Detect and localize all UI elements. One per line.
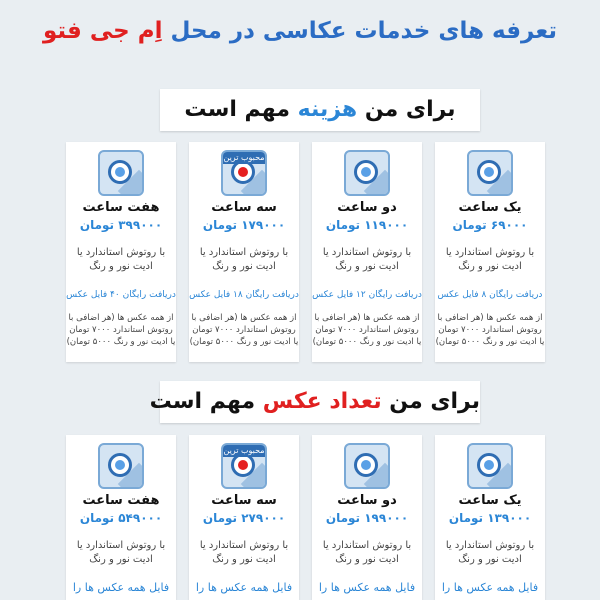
- plan-price: ۲۷۹۰۰۰ تومان: [202, 511, 286, 525]
- plan-card-count-3[interactable]: [189, 435, 299, 600]
- camera-lens-icon: [221, 150, 267, 196]
- plan-files: فایل همه عکس ها را: [195, 581, 293, 594]
- plan-card-count-2[interactable]: [312, 435, 422, 600]
- section-cost-prefix: برای من: [364, 97, 456, 122]
- plan-files: فایل همه عکس ها را: [441, 581, 539, 594]
- camera-lens-icon: [98, 443, 144, 489]
- plan-name: سه ساعت: [211, 200, 277, 215]
- plan-name: سه ساعت: [211, 493, 277, 508]
- plan-name: دو ساعت: [337, 200, 397, 215]
- section-cost-suffix: مهم است: [184, 97, 290, 122]
- plan-description: با روتوش استاندارد یا ادیت نور و رنگ: [76, 540, 166, 565]
- popular-badge: محبوب ترین: [223, 153, 265, 162]
- plan-card-cost-3[interactable]: [189, 142, 299, 362]
- camera-lens-icon: [98, 150, 144, 196]
- plan-description: با روتوش استاندارد یا ادیت نور و رنگ: [445, 247, 535, 272]
- plan-name: هفت ساعت: [82, 200, 160, 215]
- plan-files: فایل همه عکس ها را: [72, 581, 170, 594]
- section-count-highlight: تعداد عکس: [262, 389, 382, 414]
- count-plans-row: [67, 435, 545, 600]
- plan-description: با روتوش استاندارد یا ادیت نور و رنگ: [445, 540, 535, 565]
- plan-description: با روتوش استاندارد یا ادیت نور و رنگ: [322, 247, 412, 272]
- plan-extra: از همه عکس ها (هر اضافی با روتوش استاندارد ۷۰۰۰ تومان یا ادیت نور و رنگ ۵۰۰۰ تومان): [66, 313, 176, 347]
- plan-extra: از همه عکس ها (هر اضافی با روتوش استاندارد ۷۰۰۰ تومان یا ادیت نور و رنگ ۵۰۰۰ تومان): [435, 313, 545, 347]
- plan-description: با روتوش استاندارد یا ادیت نور و رنگ: [199, 247, 289, 272]
- section-count-prefix: برای من: [389, 389, 480, 414]
- plan-gift: دریافت رایگان ۱۸ فایل عکس: [189, 290, 299, 300]
- section-count-banner: [149, 381, 480, 423]
- plan-gift: دریافت رایگان ۱۲ فایل عکس: [312, 290, 422, 300]
- plan-price: ۶۹۰۰۰ تومان: [452, 218, 528, 232]
- plan-name: یک ساعت: [458, 493, 522, 508]
- camera-lens-icon: [467, 443, 513, 489]
- plan-price: ۱۱۹۰۰۰ تومان: [325, 218, 409, 232]
- plan-name: هفت ساعت: [82, 493, 160, 508]
- plan-description: با روتوش استاندارد یا ادیت نور و رنگ: [199, 540, 289, 565]
- plan-name: دو ساعت: [337, 493, 397, 508]
- plan-gift: دریافت رایگان ۴۰ فایل عکس: [66, 290, 176, 300]
- plan-price: ۱۳۹۰۰۰ تومان: [448, 511, 532, 525]
- plan-price: ۳۹۹۰۰۰ تومان: [79, 218, 163, 232]
- plan-card-cost-4[interactable]: [66, 142, 176, 362]
- plan-extra: از همه عکس ها (هر اضافی با روتوش استاندارد ۷۰۰۰ تومان یا ادیت نور و رنگ ۵۰۰۰ تومان): [189, 313, 299, 347]
- plan-card-count-4[interactable]: [66, 435, 176, 600]
- section-cost-banner: [160, 89, 480, 131]
- plan-name: یک ساعت: [458, 200, 522, 215]
- section-cost-highlight: هزینه: [297, 97, 358, 122]
- plan-description: با روتوش استاندارد یا ادیت نور و رنگ: [322, 540, 412, 565]
- plan-extra: از همه عکس ها (هر اضافی با روتوش استاندارد ۷۰۰۰ تومان یا ادیت نور و رنگ ۵۰۰۰ تومان): [312, 313, 422, 347]
- camera-lens-icon: [344, 443, 390, 489]
- popular-badge: محبوب ترین: [223, 446, 265, 455]
- plan-price: ۱۹۹۰۰۰ تومان: [325, 511, 409, 525]
- plan-price: ۱۷۹۰۰۰ تومان: [202, 218, 286, 232]
- plan-description: با روتوش استاندارد یا ادیت نور و رنگ: [76, 247, 166, 272]
- plan-files: فایل همه عکس ها را: [318, 581, 416, 594]
- camera-lens-icon: [344, 150, 390, 196]
- plan-gift: دریافت رایگان ۸ فایل عکس: [437, 290, 543, 300]
- camera-lens-icon: [467, 150, 513, 196]
- camera-lens-icon: [221, 443, 267, 489]
- plan-card-cost-1[interactable]: [435, 142, 545, 362]
- page-title: [0, 18, 600, 44]
- title-main: تعرفه های خدمات عکاسی در محل: [170, 18, 557, 44]
- plan-card-cost-2[interactable]: [312, 142, 422, 362]
- title-brand: اِم جی فتو: [43, 18, 163, 44]
- plan-price: ۵۴۹۰۰۰ تومان: [79, 511, 163, 525]
- plan-card-count-1[interactable]: [435, 435, 545, 600]
- cost-plans-row: [67, 142, 545, 362]
- section-count-suffix: مهم است: [149, 389, 256, 414]
